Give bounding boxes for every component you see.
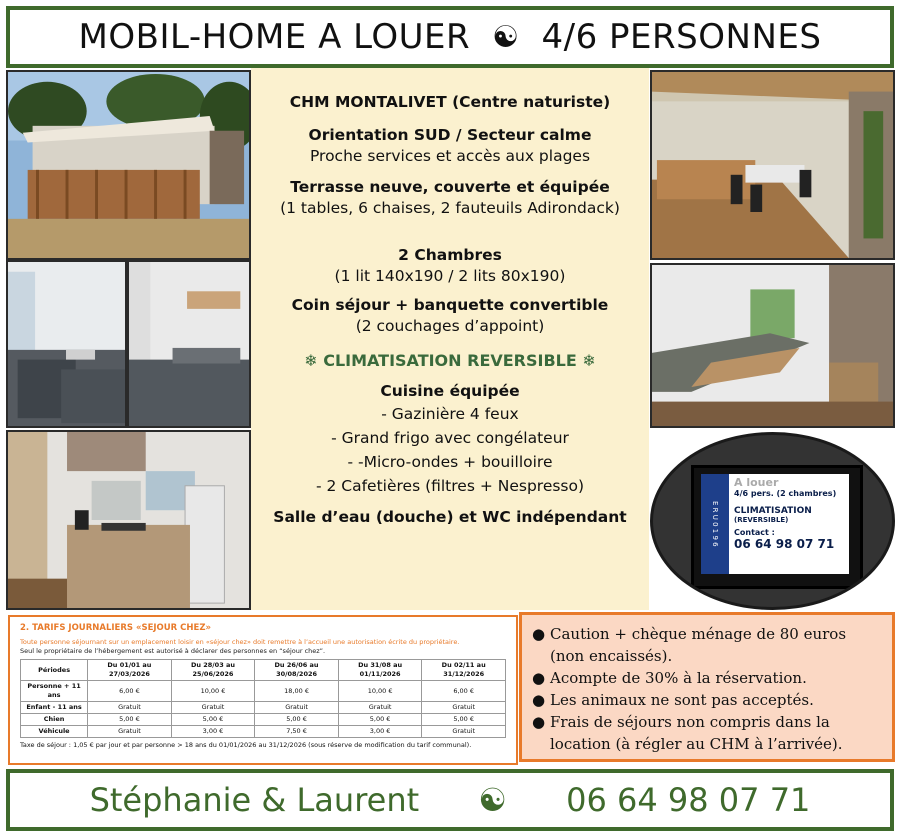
proximity-text: Proche services et accès aux plages: [309, 147, 591, 165]
table-cell: 5,00 €: [171, 714, 255, 726]
sign-clim: CLIMATISATION: [734, 506, 812, 516]
air-conditioning-label: CLIMATISATION REVERSIBLE: [323, 351, 577, 370]
kitchen-item: - 2 Cafetières (filtres + Nespresso): [315, 477, 585, 495]
table-cell: 5,00 €: [88, 714, 172, 726]
table-cell: 10,00 €: [338, 681, 422, 702]
table-cell: 3,00 €: [338, 726, 422, 738]
condition-item: [532, 667, 882, 689]
snowflake-icon: ❄: [582, 351, 596, 370]
tariffs-title: 2. TARIFS JOURNALIERS «SEJOUR CHEZ»: [20, 623, 211, 633]
table-cell: 6,00 €: [422, 681, 506, 702]
tariffs-note-owner: Seul le propriétaire de l’hébergement est autorisé à déclarer des personnes en “séjour chez”.: [20, 647, 326, 655]
terrace-detail: (1 tables, 6 chaises, 2 fauteuils Adirondack): [280, 199, 620, 217]
rooms-title: 2 Chambres: [398, 246, 502, 264]
sign-board: [691, 465, 863, 589]
conditions-box: [519, 612, 895, 762]
table-header: Du 28/03 au 25/06/2026: [171, 660, 255, 681]
sign-contact: Contact :: [734, 528, 775, 537]
condition-text: Les animaux ne sont pas acceptés.: [550, 691, 814, 709]
yin-yang-icon: ☯: [492, 19, 520, 55]
table-header: Du 02/11 au 31/12/2026: [422, 660, 506, 681]
bathroom-text: Salle d’eau (douche) et WC indépendant: [273, 508, 627, 526]
table-header: Du 31/08 au 01/11/2026: [338, 660, 422, 681]
table-row: [21, 714, 506, 726]
table-row: [21, 681, 506, 702]
table-cell: 5,00 €: [338, 714, 422, 726]
photo-bedroom-double: [127, 260, 251, 428]
table-header-row: [21, 660, 506, 681]
table-cell: 5,00 €: [255, 714, 339, 726]
table-header: Périodes: [21, 660, 88, 681]
table-cell: 10,00 €: [171, 681, 255, 702]
kitchen-item: - Gazinière 4 feux: [381, 405, 519, 423]
table-cell: Gratuit: [422, 726, 506, 738]
owner-names: Stéphanie & Laurent: [89, 781, 420, 819]
tariffs-table: [20, 659, 506, 738]
location-text: CHM MONTALIVET (Centre naturiste): [289, 93, 611, 111]
condition-text: Acompte de 30% à la réservation.: [550, 669, 807, 687]
sign-a-louer: A louer: [734, 476, 779, 489]
table-cell: Véhicule: [21, 726, 88, 738]
photo-living-room: [650, 263, 895, 428]
photo-kitchen: [6, 430, 251, 610]
living-title: Coin séjour + banquette convertible: [291, 296, 609, 314]
table-cell: 3,00 €: [171, 726, 255, 738]
tourist-tax-note: Taxe de séjour : 1,05 € par jour et par personne > 18 ans du 01/01/2026 au 31/12/2026 (sous réserve de modification du tarif communal).: [20, 741, 472, 749]
info-panel: [251, 68, 649, 610]
header-capacity: 4/6 PERSONNES: [541, 17, 822, 57]
table-cell: 6,00 €: [88, 681, 172, 702]
table-header: Du 26/06 au 30/08/2026: [255, 660, 339, 681]
footer-banner: [6, 769, 894, 831]
photo-sign: [650, 432, 895, 610]
photo-bedroom-twin: [6, 260, 127, 428]
table-cell: 7,50 €: [255, 726, 339, 738]
header-title: MOBIL-HOME A LOUER: [78, 17, 471, 57]
table-cell: Gratuit: [255, 702, 339, 714]
tariffs-note: Toute personne séjournant sur un emplacement loisir en «séjour chez» doit remettre à l’accueil une autorisation écrite du propriétaire.: [20, 638, 460, 646]
table-row: [21, 702, 506, 714]
orientation-text: Orientation SUD / Secteur calme: [308, 126, 592, 144]
table-cell: Gratuit: [422, 702, 506, 714]
sign-reversible: (REVERSIBLE): [734, 516, 789, 524]
bullet-icon: ●: [532, 713, 546, 731]
sign-phone: 06 64 98 07 71: [734, 537, 835, 551]
table-cell: Personne + 11 ans: [21, 681, 88, 702]
yin-yang-icon: ☯: [478, 781, 507, 819]
condition-text: Caution + chèque ménage de 80 euros (non encaissés).: [550, 625, 847, 665]
kitchen-item: - Grand frigo avec congélateur: [331, 429, 569, 447]
table-cell: Gratuit: [88, 702, 172, 714]
sign-persons: 4/6 pers. (2 chambres): [734, 489, 837, 498]
bullet-icon: ●: [532, 625, 546, 643]
table-cell: Gratuit: [171, 702, 255, 714]
table-row: [21, 726, 506, 738]
photo-terrace: [650, 70, 895, 260]
rooms-detail: (1 lit 140x190 / 2 lits 80x190): [334, 267, 566, 285]
condition-item: [532, 623, 882, 667]
table-cell: Gratuit: [338, 702, 422, 714]
condition-text: Frais de séjours non compris dans la location (à régler au CHM à l’arrivée).: [550, 713, 843, 753]
photo-exterior: [6, 70, 251, 260]
bullet-icon: ●: [532, 691, 546, 709]
snowflake-icon: ❄: [304, 351, 318, 370]
air-conditioning: [251, 351, 649, 370]
table-cell: Enfant - 11 ans: [21, 702, 88, 714]
table-header: Du 01/01 au 27/03/2026: [88, 660, 172, 681]
tariffs-section: [8, 615, 518, 765]
table-cell: 18,00 €: [255, 681, 339, 702]
header-banner: [6, 6, 894, 68]
bullet-icon: ●: [532, 669, 546, 687]
table-cell: 5,00 €: [422, 714, 506, 726]
kitchen-title: Cuisine équipée: [380, 382, 520, 400]
terrace-title: Terrasse neuve, couverte et équipée: [290, 178, 610, 196]
kitchen-item: - -Micro-ondes + bouilloire: [347, 453, 553, 471]
condition-item: [532, 689, 882, 711]
table-cell: Gratuit: [88, 726, 172, 738]
sign-strip: E R U 0 1 9 6: [701, 474, 729, 574]
condition-item: [532, 711, 882, 755]
living-detail: (2 couchages d’appoint): [355, 317, 545, 335]
contact-phone: 06 64 98 07 71: [566, 781, 811, 819]
table-cell: Chien: [21, 714, 88, 726]
